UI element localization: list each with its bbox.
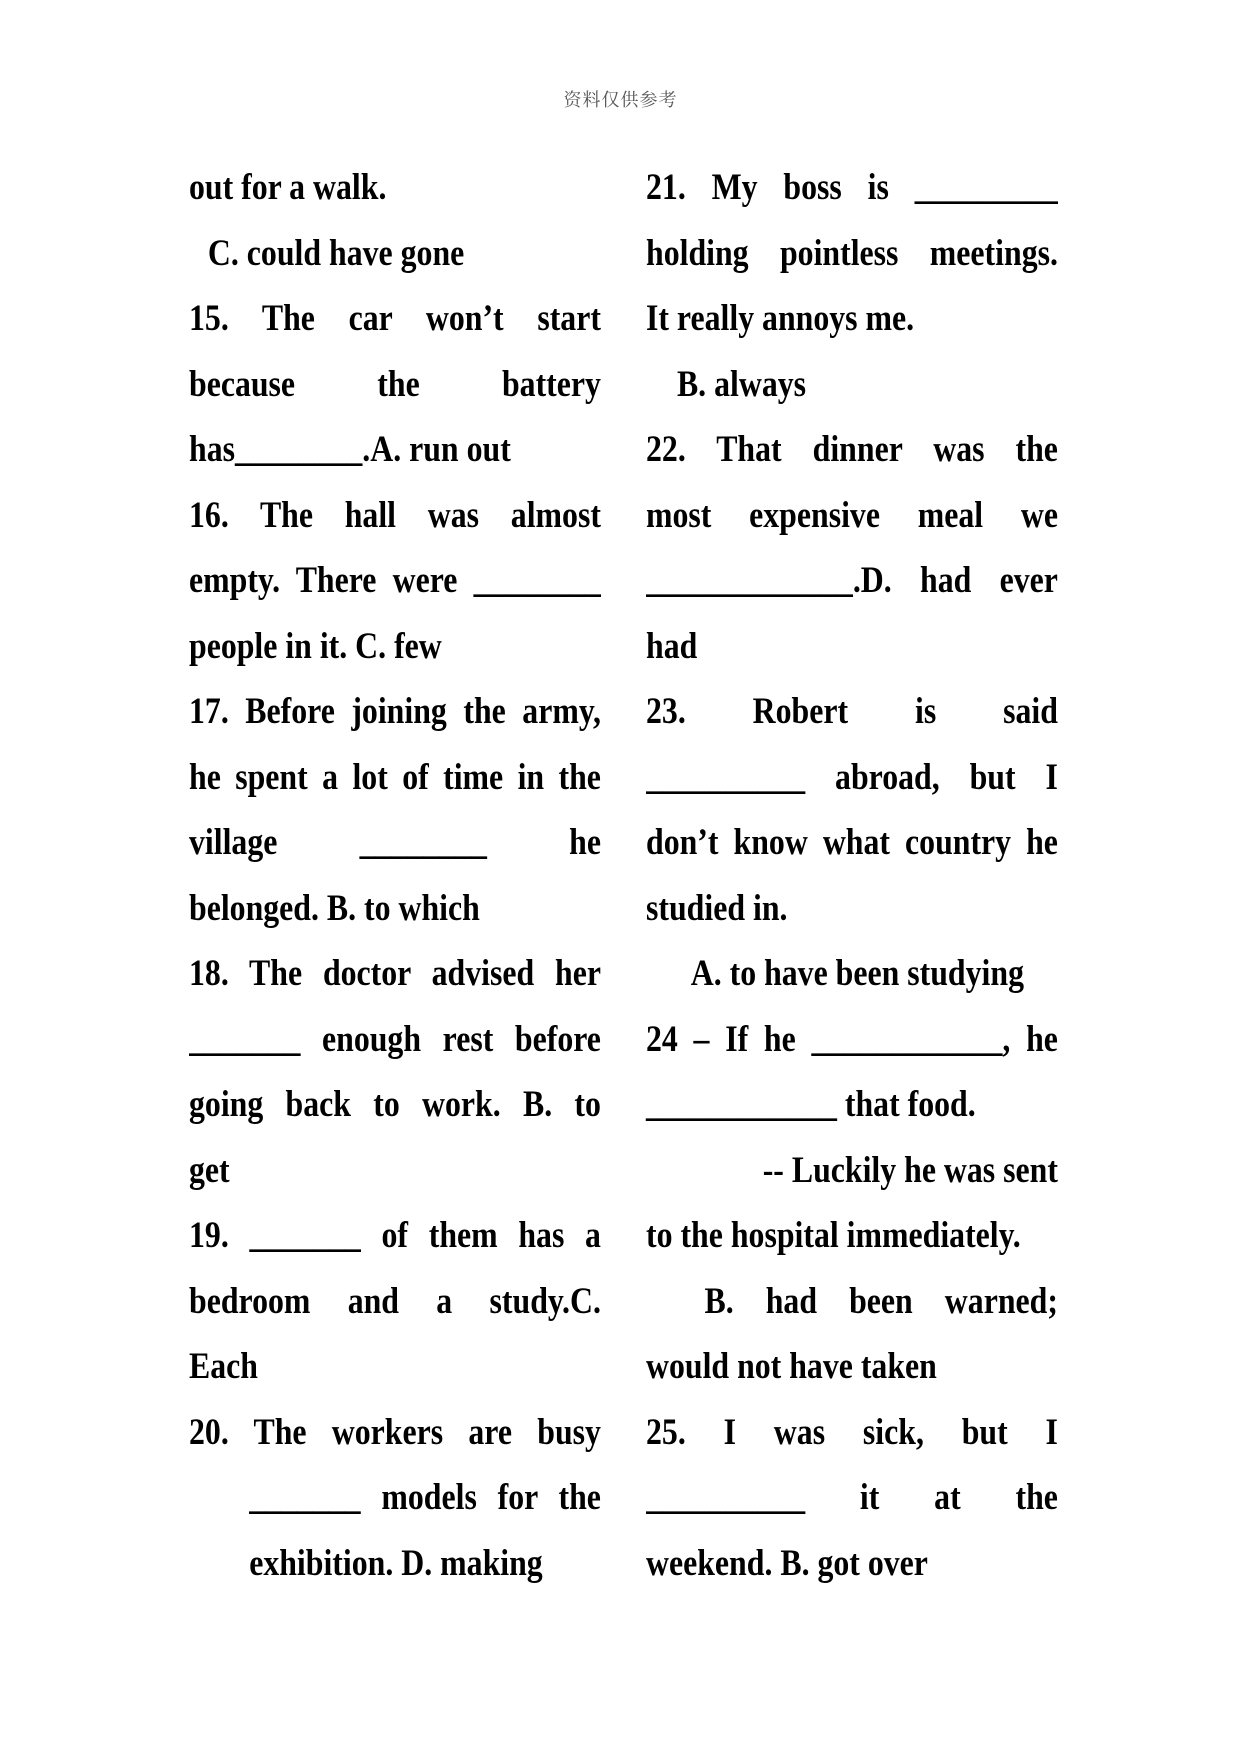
text-line: empty. There were ________ xyxy=(189,560,601,601)
text-line: __________ abroad, but I xyxy=(646,756,1058,798)
text-line: 21. My boss is _________ xyxy=(646,167,1058,208)
text-line: _______ enough rest before xyxy=(189,1018,601,1060)
text-line: _____________.D. had ever xyxy=(646,560,1058,601)
text-line: ____________ that food. xyxy=(646,1084,976,1125)
text-line: B. always xyxy=(676,363,807,405)
text-line: don’t know what country he xyxy=(646,822,1058,863)
text-line: __________ it at the xyxy=(646,1477,1058,1518)
text-line: 16. The hall was almost xyxy=(189,494,601,536)
text-line: 20. The workers are busy xyxy=(189,1411,601,1453)
text-line: get xyxy=(189,1149,230,1191)
text-line: most expensive meal we xyxy=(646,494,1058,536)
text-line: 23. Robert is said xyxy=(646,691,1058,732)
text-line: A. to have been studying xyxy=(690,953,1024,994)
text-line: _______ models for the xyxy=(249,1477,601,1518)
left-column xyxy=(189,155,601,1596)
text-line: 18. The doctor advised her xyxy=(189,953,601,994)
text-line: Each xyxy=(189,1346,258,1387)
text-line: C. could have gone xyxy=(207,232,465,274)
text-line: has________.A. run out xyxy=(189,429,511,470)
text-line: exhibition. D. making xyxy=(249,1542,543,1584)
text-line: 24 – If he ____________, he xyxy=(646,1018,1058,1060)
text-line: had xyxy=(646,625,698,667)
text-line: studied in. xyxy=(646,887,788,929)
text-line: -- Luckily he was sent xyxy=(762,1149,1058,1191)
text-line: 15. The car won’t start xyxy=(189,298,601,339)
text-line: It really annoys me. xyxy=(646,298,915,339)
text-line: holding pointless meetings. xyxy=(646,232,1058,274)
text-line: belonged. B. to which xyxy=(189,887,480,929)
text-line: to the hospital immediately. xyxy=(646,1215,1021,1256)
text-line: B. had been warned; xyxy=(704,1280,1058,1322)
text-line: 25. I was sick, but I xyxy=(646,1411,1058,1453)
text-line: 19. _______ of them has a xyxy=(189,1215,601,1256)
text-line: 22. That dinner was the xyxy=(646,429,1058,470)
text-line: he spent a lot of time in the xyxy=(189,756,601,798)
text-line: out for a walk. xyxy=(189,167,387,208)
text-line: 17. Before joining the army, xyxy=(189,691,601,732)
text-line: would not have taken xyxy=(646,1346,937,1387)
text-line: weekend. B. got over xyxy=(646,1542,928,1584)
text-line: because the battery xyxy=(189,363,601,405)
text-line: bedroom and a study.C. xyxy=(189,1280,601,1322)
text-line: going back to work. B. to xyxy=(189,1084,601,1125)
text-line: people in it. C. few xyxy=(189,625,442,667)
text-line: village ________ he xyxy=(189,822,601,863)
page-header: 资料仅供参考 xyxy=(563,90,678,111)
right-column xyxy=(646,155,1058,1596)
